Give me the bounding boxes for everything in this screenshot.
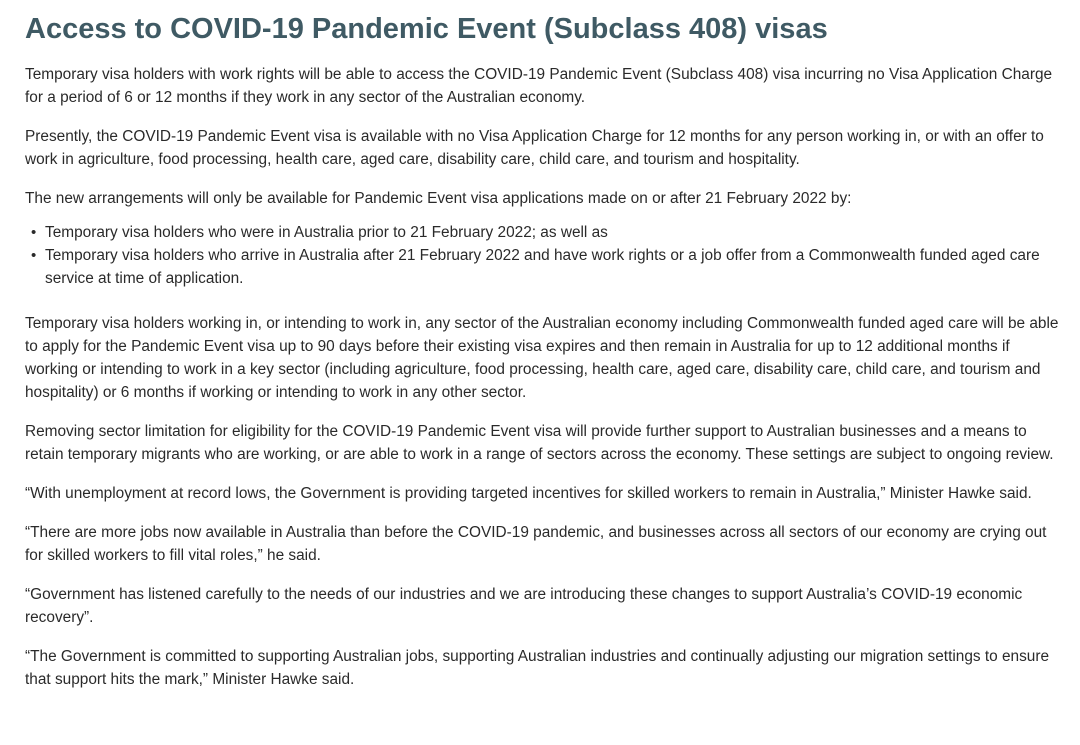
quote-government-listened: “Government has listened carefully to the needs of our industries and we are introducing these changes to support Australia’s COVID-19 economic recovery”. bbox=[25, 586, 1023, 626]
bullet-icon: • bbox=[31, 224, 37, 241]
new-arrangements-paragraph: The new arrangements will only be available for Pandemic Event visa applications made on or after 21 February 2022 by: bbox=[25, 190, 852, 207]
intro-paragraph: Temporary visa holders with work rights will be able to access the COVID-19 Pandemic Event (Subclass 408) visa incurring no Visa Application Charge for a period of 6 or 12 months if they work in any sector of the Australian economy. bbox=[25, 66, 1053, 106]
eligibility-details-paragraph: Temporary visa holders working in, or intending to work in, any sector of the Australian economy including Commonwealth funded aged care will be able to apply for the Pandemic Event visa up to 90 days before their existing visa expires and then remain in Australia for up to 12 additional months if working or intending to work in a key sector (including agriculture, food processing, health care, aged care, disability care, child care, and tourism and hospitality) or 6 months if working or intending to work in any other sector. bbox=[25, 315, 1059, 401]
sector-limitation-paragraph: Removing sector limitation for eligibility for the COVID-19 Pandemic Event visa will provide further support to Australian businesses and a means to retain temporary migrants who are working, or are able to work in a range of sectors across the economy. These settings are subject to ongoing review. bbox=[25, 423, 1054, 463]
page-title: Access to COVID-19 Pandemic Event (Subclass 408) visas bbox=[25, 13, 828, 45]
list-item-text: Temporary visa holders who arrive in Australia after 21 February 2022 and have work rights or a job offer from a Commonwealth funded aged care service at time of application. bbox=[45, 247, 1040, 287]
quote-jobs: “There are more jobs now available in Australia than before the COVID-19 pandemic, and businesses across all sectors of our economy are crying out for skilled workers to fill vital roles,” he said. bbox=[25, 524, 1047, 564]
eligibility-list bbox=[25, 221, 1062, 290]
current-arrangement-paragraph: Presently, the COVID-19 Pandemic Event visa is available with no Visa Application Charge for 12 months for any person working in, or with an offer to work in agriculture, food processing, health care, aged care, disability care, child care, and tourism and hospitality. bbox=[25, 128, 1044, 168]
quote-unemployment: “With unemployment at record lows, the Government is providing targeted incentives for skilled workers to remain in Australia,” Minister Hawke said. bbox=[25, 485, 1032, 502]
list-item bbox=[31, 221, 1062, 244]
quote-government-committed: “The Government is committed to supporting Australian jobs, supporting Australian industries and continually adjusting our migration settings to ensure that support hits the mark,” Minister Hawke said. bbox=[25, 648, 1050, 688]
bullet-icon: • bbox=[31, 247, 37, 264]
list-item-text: Temporary visa holders who were in Australia prior to 21 February 2022; as well as bbox=[45, 224, 608, 241]
list-item bbox=[31, 244, 1062, 290]
